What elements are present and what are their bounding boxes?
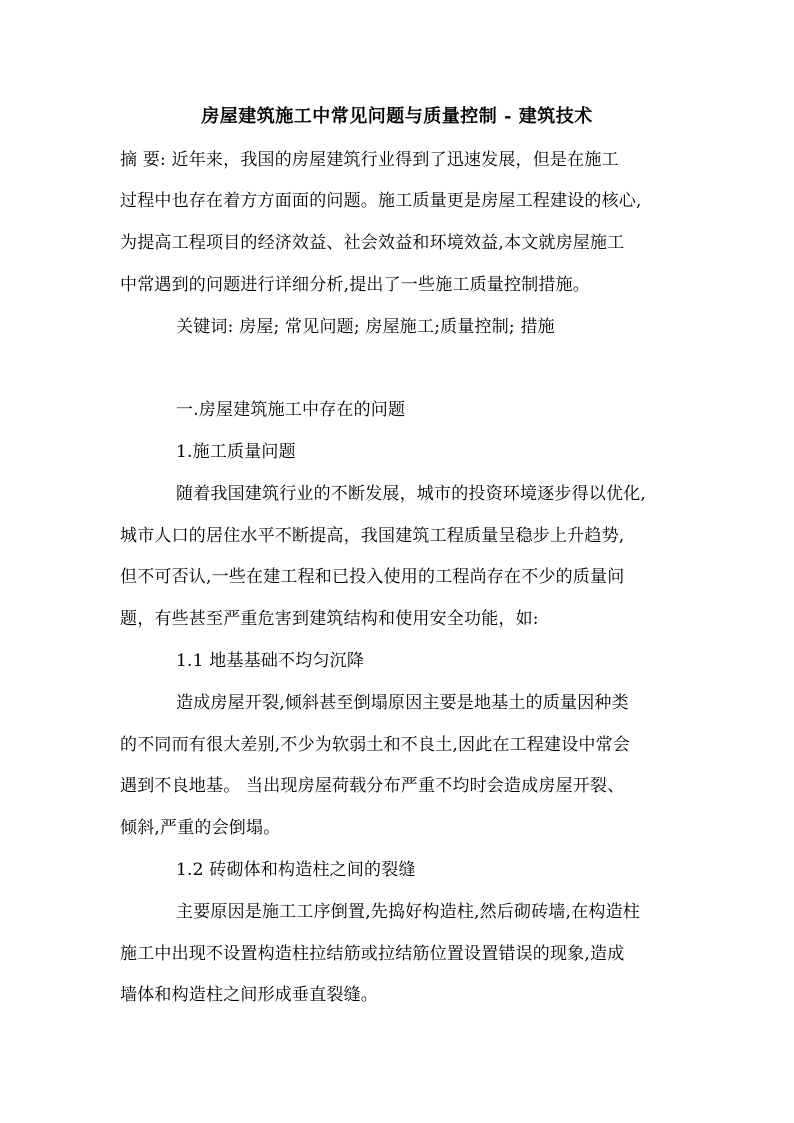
- abstract-line-4: 中常遇到的问题进行详细分析,提出了一些施工质量控制措施。: [120, 275, 591, 295]
- para2-line-3: 遇到不良地基。 当出现房屋荷载分布严重不均时会造成房屋开裂、: [120, 776, 625, 796]
- abstract-line-1: 摘 要: 近年来，我国的房屋建筑行业得到了迅速发展，但是在施工: [120, 150, 619, 170]
- para3-line-3: 墙体和构造柱之间形成垂直裂缝。: [120, 985, 378, 1005]
- para3-line-2: 施工中出现不设置构造柱拉结筋或拉结筋位置设置错误的现象,造成: [120, 944, 625, 964]
- document-title: 房屋建筑施工中常见问题与质量控制 - 建筑技术: [201, 106, 593, 127]
- para1-line-2: 城市人口的居住水平不断提高，我国建筑工程质量呈稳步上升趋势,: [120, 526, 625, 546]
- abstract-line-2: 过程中也存在着方方面面的问题。施工质量更是房屋工程建设的核心,: [120, 191, 642, 211]
- subsection-heading-1-1: 1.1 地基基础不均匀沉降: [176, 651, 365, 671]
- para2-line-1: 造成房屋开裂,倾斜甚至倒塌原因主要是地基土的质量因种类: [176, 693, 629, 713]
- para2-line-2: 的不同而有很大差别,不少为软弱土和不良土,因此在工程建设中常会: [120, 735, 631, 755]
- subsection-heading-1-2: 1.2 砖砌体和构造柱之间的裂缝: [176, 860, 416, 880]
- keywords-line: 关键词: 房屋; 常见问题; 房屋施工;质量控制; 措施: [176, 317, 555, 337]
- abstract-line-3: 为提高工程项目的经济效益、社会效益和环境效益,本文就房屋施工: [120, 233, 625, 253]
- para1-line-1: 随着我国建筑行业的不断发展，城市的投资环境逐步得以优化,: [176, 484, 647, 504]
- section-heading-1: 一.房屋建筑施工中存在的问题: [176, 400, 406, 420]
- para2-line-4: 倾斜,严重的会倒塌。: [120, 818, 281, 838]
- para3-line-1: 主要原因是施工工序倒置,先捣好构造柱,然后砌砖墙,在构造柱: [176, 902, 641, 922]
- para1-line-4: 题，有些甚至严重危害到建筑结构和使用安全功能，如:: [120, 609, 539, 629]
- para1-line-3: 但不可否认,一些在建工程和已投入使用的工程尚存在不少的质量问: [120, 567, 625, 587]
- subsection-heading-1: 1.施工质量问题: [176, 442, 296, 462]
